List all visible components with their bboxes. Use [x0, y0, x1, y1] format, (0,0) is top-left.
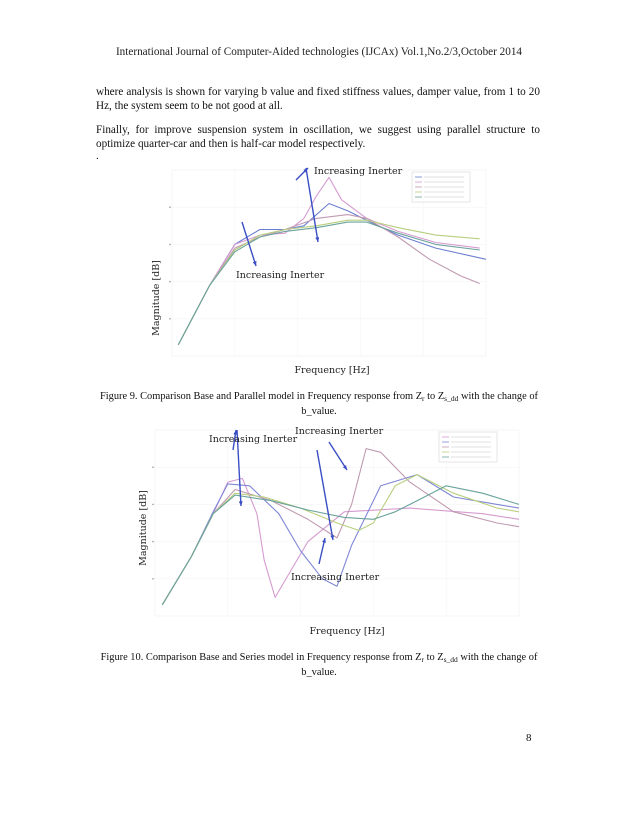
paragraph-analysis: where analysis is shown for varying b value and fixed stiffness values, damper value, from 1 to 20 Hz, the system seem to be not good at all.: [96, 86, 540, 112]
caption-subscript-r: r: [422, 394, 425, 403]
inerter-arrow: [306, 168, 318, 242]
inerter-arrowhead: [239, 501, 243, 506]
tick-mark: [169, 244, 171, 246]
tick-mark: [169, 206, 171, 208]
caption-mid: to Z: [423, 652, 444, 663]
running-header: International Journal of Computer-Aided technologies (IJCAx) Vol.1,No.2/3,October 2014: [115, 46, 523, 58]
tick-mark: [152, 504, 154, 506]
caption-prefix: Figure 9. Comparison Base and Parallel model in Frequency response from Z: [100, 391, 423, 402]
stray-mark: .: [96, 150, 99, 162]
figure-10-annotation-top: Increasing Inerter: [295, 426, 384, 437]
paragraph-suggestion: Finally, for improve suspension system in oscillation, we suggest using parallel structure to optimize quarter-car and then is half-car model respectively.: [96, 124, 540, 150]
inerter-arrowhead: [253, 261, 257, 266]
figure-10-caption: [96, 651, 542, 679]
caption-suffix: with the change of b_value.: [301, 391, 538, 417]
caption-subscript-sdd: s_dd: [443, 655, 458, 664]
series-line-5: [162, 486, 519, 605]
series-line-5: [178, 222, 479, 345]
series-line-2: [178, 177, 479, 344]
caption-mid: to Z: [424, 391, 445, 402]
figure-9-ylabel: Magnitude [dB]: [151, 260, 162, 336]
tick-mark: [152, 541, 154, 543]
caption-suffix: with the change of b_value.: [301, 652, 538, 678]
figure-9-chart: [146, 160, 494, 380]
figure-10-annotation-bottom: Increasing Inerter: [291, 572, 380, 583]
figure-10-plot: [133, 420, 527, 638]
tick-mark: [169, 318, 171, 320]
tick-mark: [152, 578, 154, 580]
series-line-3: [178, 215, 479, 345]
caption-subscript-sdd: s_dd: [444, 394, 459, 403]
inerter-arrow: [329, 442, 347, 470]
tick-mark: [169, 281, 171, 283]
figure-10-legend: [439, 432, 497, 462]
figure-9-plot: [146, 160, 494, 380]
series-line-4: [162, 475, 519, 605]
figure-10-chart: [133, 420, 527, 638]
figure-9-caption: [96, 390, 542, 418]
figure-9-annotation-top: Increasing Inerter: [314, 166, 403, 177]
figure-9-annotation-bottom: Increasing Inerter: [236, 270, 325, 281]
figure-10-xlabel: Frequency [Hz]: [309, 626, 385, 637]
figure-9-xlabel: Frequency [Hz]: [294, 365, 370, 376]
caption-subscript-r: r: [421, 655, 424, 664]
series-line-2: [162, 475, 519, 605]
page-number: 8: [526, 732, 532, 744]
caption-prefix: Figure 10. Comparison Base and Series model in Frequency response from Z: [100, 652, 422, 663]
tick-mark: [152, 466, 154, 468]
figure-10-annotation-left: Increasing Inerter: [209, 434, 298, 445]
series-line-4: [178, 220, 479, 345]
figure-9-legend: [412, 172, 470, 202]
figure-10-ylabel: Magnitude [dB]: [138, 490, 149, 566]
